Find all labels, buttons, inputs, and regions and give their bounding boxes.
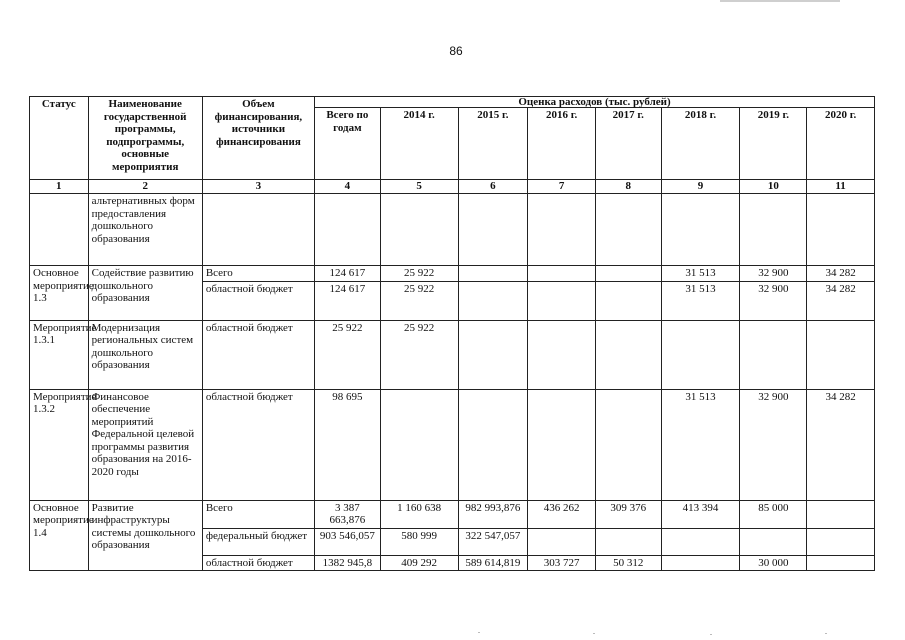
table-row (30, 320, 875, 389)
cell-total: 1382 945,8 (315, 555, 381, 571)
cell-2014: 1 160 638 (380, 500, 458, 528)
cell-2018 (661, 320, 740, 389)
expenditure-table (29, 96, 875, 571)
cell-source: областной бюджет (202, 320, 314, 389)
cell-2017: 309 376 (595, 500, 661, 528)
cell-2017 (595, 281, 661, 320)
cell-2019: 32 900 (740, 389, 807, 500)
cell-2019 (740, 320, 807, 389)
header-program-name: Наименование государственной программы, подпрограммы, основные мероприятия (88, 97, 202, 180)
cell-name: Содействие развитию дошкольного образования (88, 266, 202, 321)
scan-speck (478, 632, 480, 633)
cell-2014 (380, 389, 458, 500)
cell-status (30, 194, 89, 266)
cell-2019: 30 000 (740, 555, 807, 571)
column-number: 10 (740, 180, 807, 194)
column-number: 11 (807, 180, 875, 194)
table-row (30, 389, 875, 500)
header-funding-volume: Объем финансирования, источники финансирования (202, 97, 314, 180)
table-row (30, 500, 875, 528)
header-year-2020: 2020 г. (807, 108, 875, 180)
cell-2019: 32 900 (740, 266, 807, 282)
cell-source: областной бюджет (202, 555, 314, 571)
header-year-2014: 2014 г. (380, 108, 458, 180)
column-number: 4 (315, 180, 381, 194)
cell-source: Всего (202, 500, 314, 528)
cell-2016 (528, 320, 596, 389)
cell-2018: 31 513 (661, 266, 740, 282)
cell-2017 (595, 389, 661, 500)
cell-2017 (595, 528, 661, 555)
cell-total: 903 546,057 (315, 528, 381, 555)
cell-name: Финансовое обеспечение мероприятий Федеральной целевой программы развития образования на 2016-2020 годы (88, 389, 202, 500)
column-number: 5 (380, 180, 458, 194)
cell-total: 98 695 (315, 389, 381, 500)
cell-2014: 25 922 (380, 266, 458, 282)
cell-name: Развитие инфраструктуры системы дошкольного образования (88, 500, 202, 571)
cell-2015 (458, 320, 528, 389)
cell-name: альтернативных форм предоставления дошкольного образования (88, 194, 202, 266)
column-number: 7 (528, 180, 596, 194)
cell-2018: 31 513 (661, 281, 740, 320)
cell-2020: 34 282 (807, 266, 875, 282)
cell-2016 (528, 389, 596, 500)
table-row (30, 266, 875, 282)
column-number: 2 (88, 180, 202, 194)
scan-speck (710, 634, 712, 635)
page-number: 86 (449, 44, 463, 58)
cell-2016: 303 727 (528, 555, 596, 571)
cell-2016: 436 262 (528, 500, 596, 528)
header-year-2019: 2019 г. (740, 108, 807, 180)
cell-source: областной бюджет (202, 281, 314, 320)
cell-2015 (458, 281, 528, 320)
header-total: Всего по годам (315, 108, 381, 180)
column-number: 8 (595, 180, 661, 194)
cell-2020 (807, 528, 875, 555)
table-row-continuation (30, 194, 875, 266)
header-expense-estimate: Оценка расходов (тыс. рублей) (315, 97, 875, 108)
cell-2019: 85 000 (740, 500, 807, 528)
cell-2014: 25 922 (380, 281, 458, 320)
header-status: Статус (30, 97, 89, 180)
cell-2020 (807, 320, 875, 389)
cell-2020 (807, 500, 875, 528)
column-number: 6 (458, 180, 528, 194)
cell-2019 (740, 528, 807, 555)
cell-status: Основное мероприятие 1.4 (30, 500, 89, 571)
cell-2016 (528, 281, 596, 320)
cell-source: областной бюджет (202, 389, 314, 500)
cell-total: 3 387 663,876 (315, 500, 381, 528)
cell-2014: 25 922 (380, 320, 458, 389)
cell-2018 (661, 528, 740, 555)
header-year-2018: 2018 г. (661, 108, 740, 180)
cell-2015: 322 547,057 (458, 528, 528, 555)
column-number: 3 (202, 180, 314, 194)
cell-2015: 982 993,876 (458, 500, 528, 528)
header-year-2017: 2017 г. (595, 108, 661, 180)
cell-2015: 589 614,819 (458, 555, 528, 571)
column-number: 1 (30, 180, 89, 194)
column-number: 9 (661, 180, 740, 194)
cell-source: федеральный бюджет (202, 528, 314, 555)
cell-2019: 32 900 (740, 281, 807, 320)
cell-2018: 413 394 (661, 500, 740, 528)
cell-2017 (595, 266, 661, 282)
cell-2016 (528, 528, 596, 555)
cell-2016 (528, 266, 596, 282)
cell-2014: 409 292 (380, 555, 458, 571)
cell-2020: 34 282 (807, 389, 875, 500)
cell-status: Мероприятие 1.3.2 (30, 389, 89, 500)
cell-2018: 31 513 (661, 389, 740, 500)
cell-2015 (458, 389, 528, 500)
cell-status: Основное мероприятие 1.3 (30, 266, 89, 321)
scan-speck (825, 633, 827, 634)
scan-edge-mark (720, 0, 840, 2)
cell-2015 (458, 266, 528, 282)
cell-2014: 580 999 (380, 528, 458, 555)
cell-2017: 50 312 (595, 555, 661, 571)
cell-name: Модернизация региональных систем дошкольного образования (88, 320, 202, 389)
cell-total: 124 617 (315, 266, 381, 282)
cell-2018 (661, 555, 740, 571)
cell-status: Мероприятие 1.3.1 (30, 320, 89, 389)
cell-2017 (595, 320, 661, 389)
header-year-2015: 2015 г. (458, 108, 528, 180)
cell-total: 25 922 (315, 320, 381, 389)
cell-2020: 34 282 (807, 281, 875, 320)
scan-speck (593, 633, 595, 634)
header-year-2016: 2016 г. (528, 108, 596, 180)
cell-source: Всего (202, 266, 314, 282)
cell-2020 (807, 555, 875, 571)
cell-total: 124 617 (315, 281, 381, 320)
